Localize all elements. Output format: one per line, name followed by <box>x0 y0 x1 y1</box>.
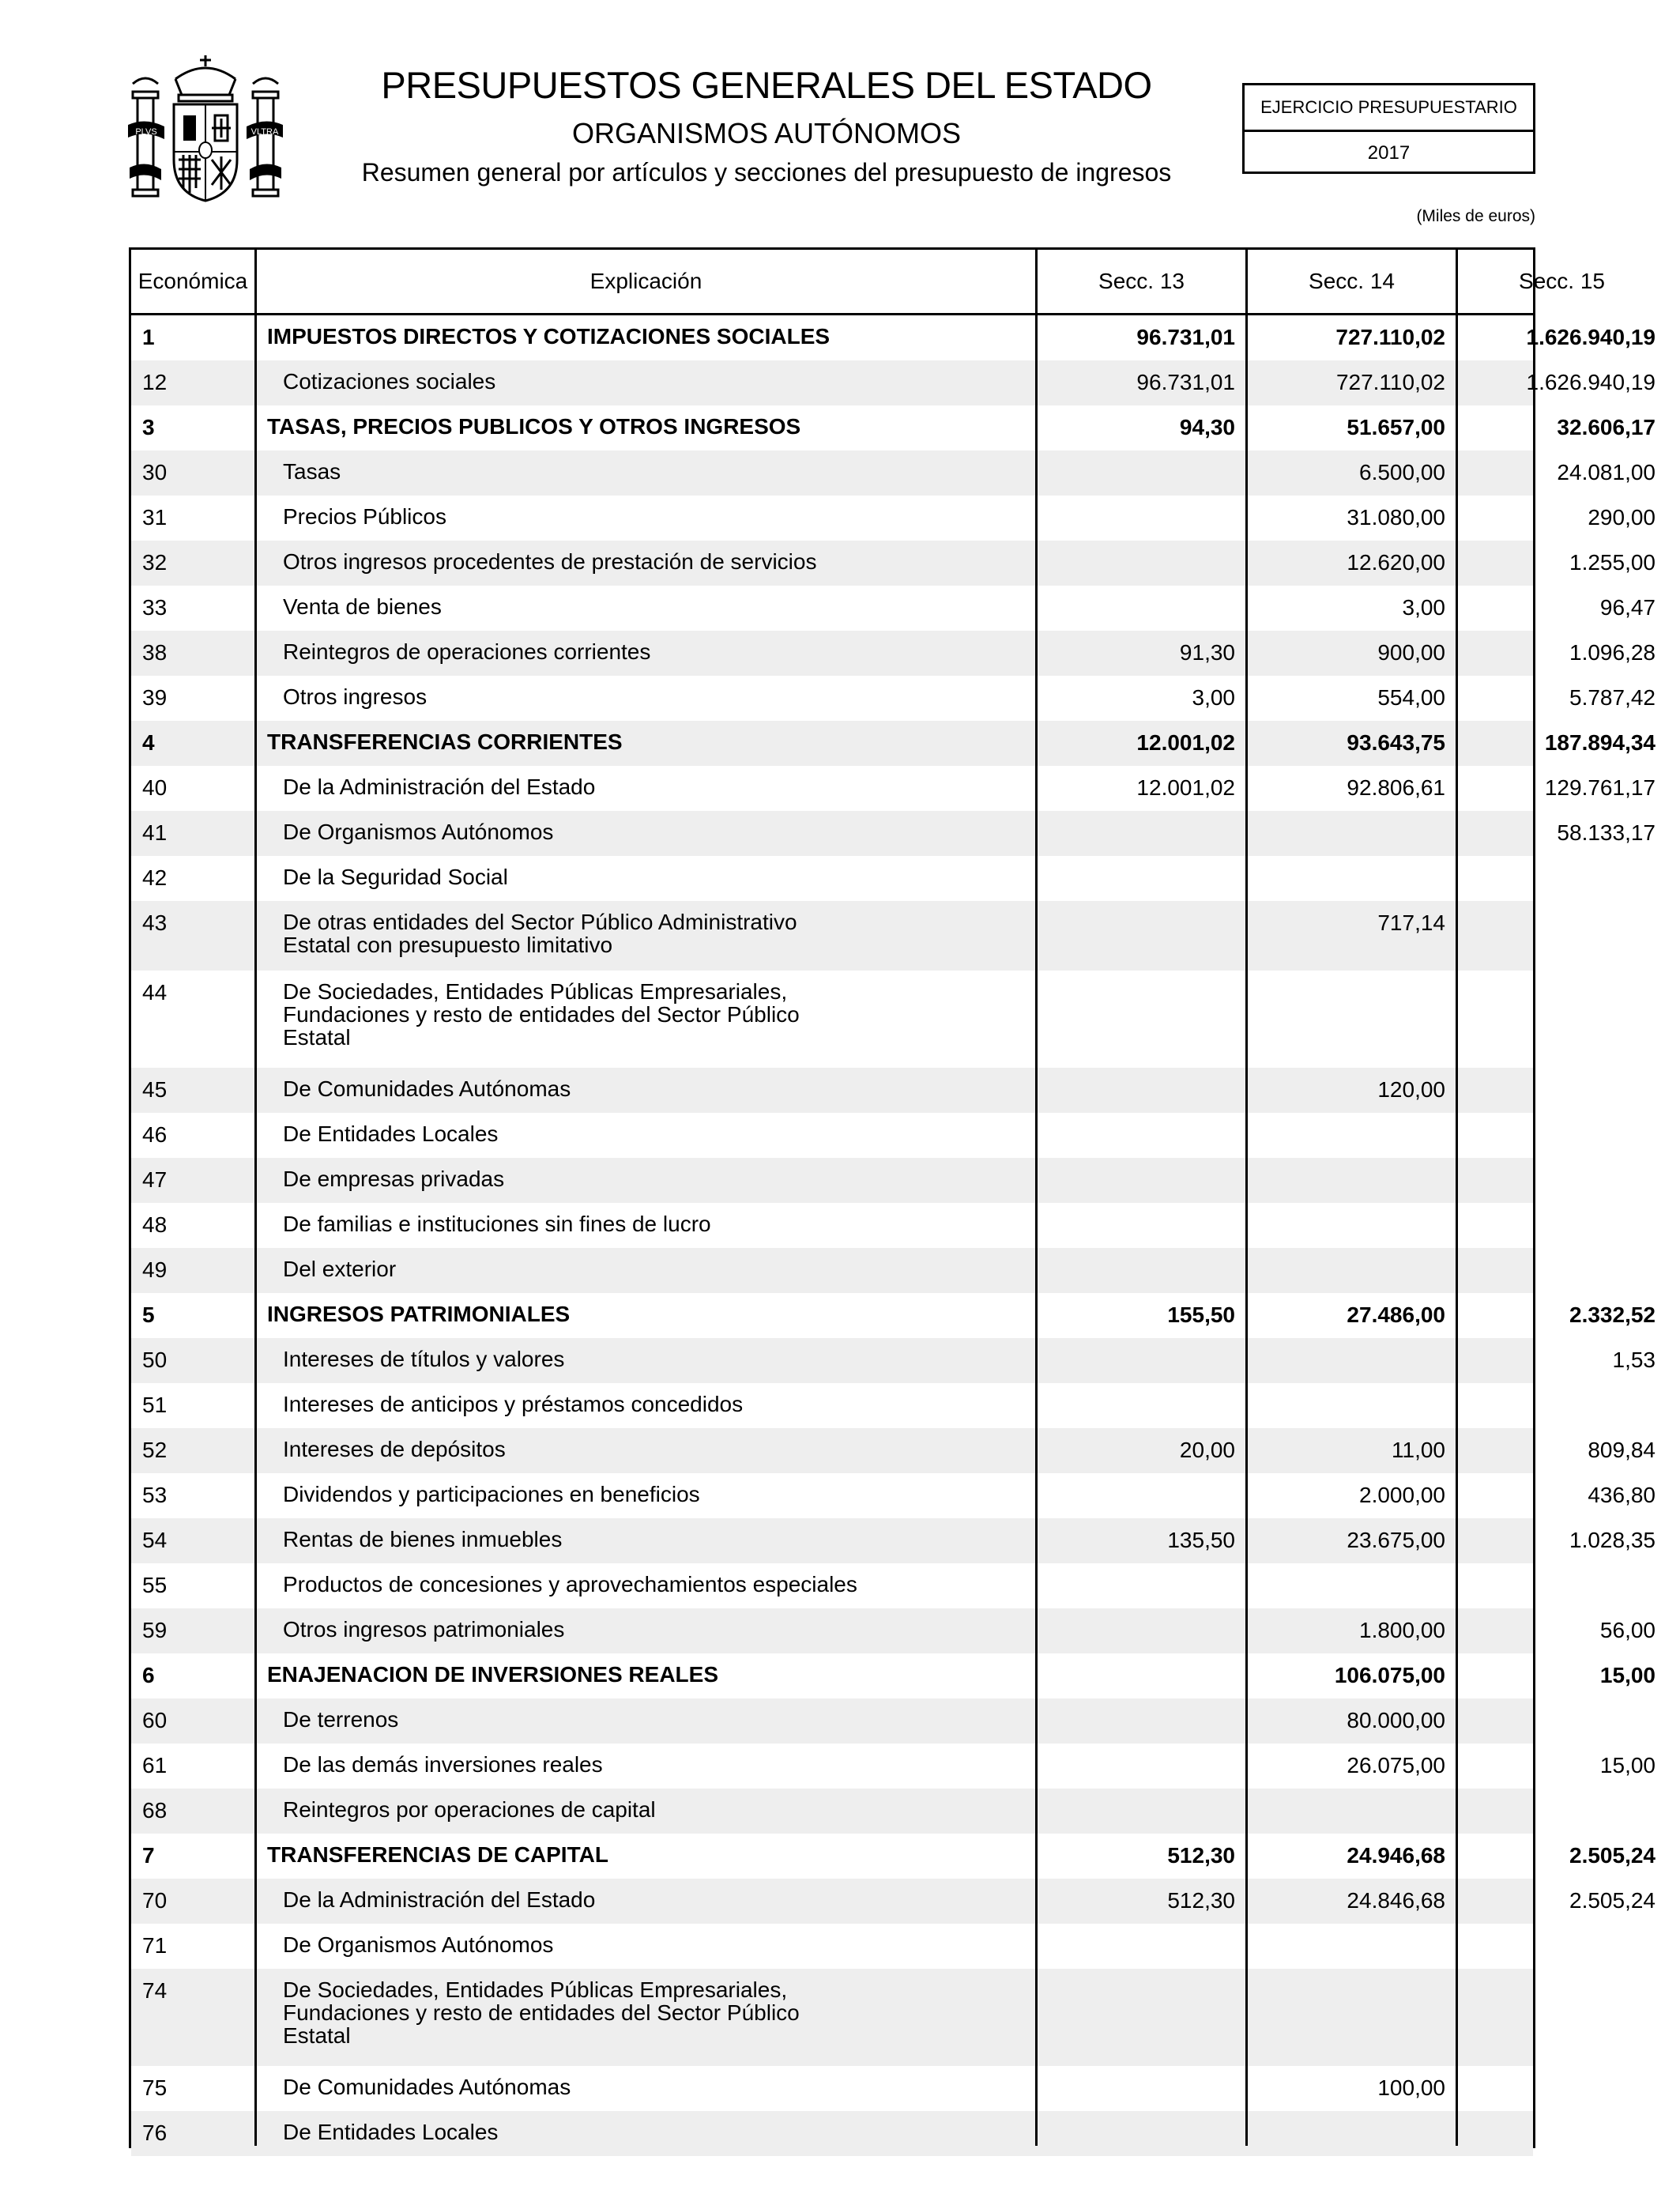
page-subtitle: ORGANISMOS AUTÓNOMOS <box>571 117 962 149</box>
secc-13-value-cell <box>1038 1744 1235 1789</box>
secc-13-value-cell <box>1038 2066 1235 2111</box>
secc-15-value-cell: 1,53 <box>1612 1348 1656 1372</box>
economic-code-cell: 40 <box>142 775 168 800</box>
secc-13-value-cell: 512,30 <box>1167 1843 1235 1868</box>
secc-14-value-cell <box>1248 1248 1445 1293</box>
secc-13-value-cell: 135,50 <box>1167 1528 1235 1552</box>
secc-15-value-cell: 24.081,00 <box>1557 460 1656 484</box>
table-row <box>131 1158 1533 1203</box>
column-header-secc-14: Secc. 14 <box>1309 269 1395 293</box>
explanation-cell: De empresas privadas <box>283 1167 505 1191</box>
economic-code-cell: 59 <box>142 1618 168 1642</box>
economic-code-cell: 48 <box>142 1212 168 1237</box>
explanation-cell: De terrenos <box>283 1707 399 1732</box>
secc-13-value-cell <box>1038 1698 1235 1744</box>
secc-15-value-cell <box>1458 2066 1656 2111</box>
column-header-economica: Económica <box>137 269 248 293</box>
economic-code-cell: 52 <box>142 1438 168 1462</box>
secc-15-value-cell <box>1458 1383 1656 1428</box>
explanation-cell: De otras entidades del Sector Público Administrativo Estatal con presupuesto limitativo <box>283 910 797 957</box>
secc-14-value-cell <box>1248 1924 1445 1969</box>
secc-13-value-cell <box>1038 1203 1235 1248</box>
secc-14-value-cell: 12.620,00 <box>1347 550 1445 575</box>
secc-15-value-cell: 96,47 <box>1599 595 1656 620</box>
economic-code-cell: 60 <box>142 1708 168 1732</box>
secc-15-value-cell: 187.894,34 <box>1544 730 1656 755</box>
explanation-cell: De las demás inversiones reales <box>283 1752 603 1777</box>
economic-code-cell: 42 <box>142 865 168 890</box>
table-row <box>131 1338 1656 1383</box>
secc-15-value-cell: 1.626.940,19 <box>1526 325 1656 349</box>
secc-13-value-cell: 20,00 <box>1179 1438 1235 1462</box>
table-row <box>131 1744 1656 1789</box>
secc-15-value-cell <box>1458 1924 1656 1969</box>
explanation-cell: TASAS, PRECIOS PUBLICOS Y OTROS INGRESOS <box>267 414 801 439</box>
explanation-cell: Venta de bienes <box>283 594 442 619</box>
table-row <box>131 721 1656 766</box>
economic-code-cell: 75 <box>142 2075 168 2100</box>
table-row <box>131 541 1656 586</box>
economic-code-cell: 70 <box>142 1888 168 1913</box>
explanation-cell: ENAJENACION DE INVERSIONES REALES <box>267 1662 718 1687</box>
economic-code-cell: 76 <box>142 2120 168 2145</box>
column-divider <box>1456 250 1458 2146</box>
explanation-cell: Otros ingresos <box>283 684 428 709</box>
secc-14-value-cell: 900,00 <box>1377 640 1445 665</box>
secc-15-value-cell: 290,00 <box>1588 505 1656 530</box>
secc-13-value-cell: 96.731,01 <box>1136 370 1235 394</box>
economic-code-cell: 7 <box>142 1843 155 1868</box>
secc-13-value-cell: 12.001,02 <box>1136 775 1235 800</box>
secc-14-value-cell: 93.643,75 <box>1347 730 1445 755</box>
table-row <box>131 676 1656 721</box>
economic-code-cell: 5 <box>142 1302 155 1327</box>
economic-code-cell: 30 <box>142 460 168 484</box>
secc-15-value-cell <box>1458 1068 1656 1113</box>
secc-14-value-cell: 23.675,00 <box>1347 1528 1445 1552</box>
secc-14-value-cell: 24.946,68 <box>1347 1843 1445 1868</box>
explanation-cell: Intereses de títulos y valores <box>283 1347 565 1371</box>
explanation-cell: Cotizaciones sociales <box>283 369 496 394</box>
table-row <box>131 901 1533 971</box>
table-row <box>131 1428 1656 1473</box>
secc-14-value-cell <box>1248 1789 1445 1834</box>
secc-13-value-cell <box>1038 1383 1235 1428</box>
budget-year-value: 2017 <box>1367 141 1411 164</box>
secc-13-value-cell: 155,50 <box>1167 1302 1235 1327</box>
secc-14-value-cell <box>1248 1338 1445 1383</box>
economic-code-cell: 68 <box>142 1798 168 1823</box>
secc-13-value-cell <box>1038 1563 1235 1608</box>
secc-13-value-cell <box>1038 450 1235 496</box>
table-row <box>131 1383 1533 1428</box>
explanation-cell: De la Administración del Estado <box>283 1887 596 1912</box>
table-row <box>131 1293 1656 1338</box>
secc-15-value-cell: 56,00 <box>1599 1618 1656 1642</box>
secc-15-value-cell <box>1458 971 1656 1068</box>
secc-14-value-cell: 26.075,00 <box>1347 1753 1445 1777</box>
economic-code-cell: 53 <box>142 1483 168 1507</box>
secc-15-value-cell <box>1458 1698 1656 1744</box>
secc-14-value-cell: 31.080,00 <box>1347 505 1445 530</box>
secc-14-value-cell: 3,00 <box>1402 595 1445 620</box>
economic-code-cell: 33 <box>142 595 168 620</box>
secc-13-value-cell <box>1038 811 1235 856</box>
economic-code-cell: 1 <box>142 325 155 349</box>
secc-13-value-cell <box>1038 1789 1235 1834</box>
secc-14-value-cell: 727.110,02 <box>1335 370 1445 394</box>
explanation-cell: INGRESOS PATRIMONIALES <box>267 1302 571 1326</box>
income-summary-table <box>129 247 1656 2148</box>
explanation-cell: De Entidades Locales <box>283 1122 499 1146</box>
explanation-cell: TRANSFERENCIAS CORRIENTES <box>267 729 623 754</box>
secc-15-value-cell <box>1458 1563 1656 1608</box>
table-row <box>131 1924 1533 1969</box>
table-row <box>131 405 1656 450</box>
table-row <box>131 1698 1533 1744</box>
secc-15-value-cell: 129.761,17 <box>1544 775 1656 800</box>
secc-14-value-cell <box>1248 2111 1445 2156</box>
table-header <box>131 250 1605 315</box>
secc-14-value-cell <box>1248 811 1445 856</box>
economic-code-cell: 38 <box>142 640 168 665</box>
economic-code-cell: 55 <box>142 1573 168 1597</box>
page-title: PRESUPUESTOS GENERALES DEL ESTADO <box>381 64 1152 106</box>
explanation-cell: Dividendos y participaciones en beneficios <box>283 1482 700 1506</box>
table-row <box>131 1563 1533 1608</box>
table-row <box>131 1789 1533 1834</box>
economic-code-cell: 4 <box>142 730 155 755</box>
economic-code-cell: 74 <box>142 1978 168 2003</box>
secc-15-value-cell <box>1458 856 1656 901</box>
economic-code-cell: 51 <box>142 1393 168 1417</box>
table-row <box>131 360 1656 405</box>
explanation-cell: Intereses de depósitos <box>283 1437 506 1461</box>
secc-14-value-cell <box>1248 1969 1445 2066</box>
economic-code-cell: 32 <box>142 550 168 575</box>
secc-15-value-cell: 1.028,35 <box>1569 1528 1656 1552</box>
explanation-cell: De Comunidades Autónomas <box>283 1076 571 1101</box>
economic-code-cell: 71 <box>142 1933 168 1958</box>
economic-code-cell: 46 <box>142 1122 168 1147</box>
secc-15-value-cell: 15,00 <box>1599 1753 1656 1777</box>
explanation-cell: De Organismos Autónomos <box>283 1932 554 1957</box>
table-row <box>131 1068 1533 1113</box>
secc-14-value-cell <box>1248 1203 1445 1248</box>
secc-14-value-cell: 6.500,00 <box>1359 460 1445 484</box>
explanation-cell: De la Administración del Estado <box>283 775 596 799</box>
secc-13-value-cell <box>1038 1653 1235 1698</box>
table-row <box>131 2111 1533 2156</box>
table-row <box>131 1834 1656 1879</box>
budget-year-box <box>1242 83 1535 174</box>
table-row <box>131 766 1656 811</box>
secc-13-value-cell: 12.001,02 <box>1136 730 1235 755</box>
column-divider <box>254 250 257 2146</box>
table-row <box>131 1653 1656 1698</box>
table-row <box>131 1473 1656 1518</box>
explanation-cell: Precios Públicos <box>283 504 446 529</box>
column-divider <box>1245 250 1248 2146</box>
secc-14-value-cell <box>1248 1383 1445 1428</box>
secc-13-value-cell <box>1038 496 1235 541</box>
secc-15-value-cell <box>1458 1248 1656 1293</box>
secc-13-value-cell: 94,30 <box>1179 415 1235 439</box>
secc-13-value-cell: 512,30 <box>1167 1888 1235 1913</box>
secc-13-value-cell <box>1038 1924 1235 1969</box>
economic-code-cell: 31 <box>142 505 168 530</box>
explanation-cell: De Comunidades Autónomas <box>283 2075 571 2099</box>
explanation-cell: Tasas <box>283 459 341 484</box>
explanation-cell: De Sociedades, Entidades Públicas Empresariales, Fundaciones y resto de entidades del Sector Público Estatal <box>283 1977 800 2048</box>
secc-15-value-cell: 2.332,52 <box>1569 1302 1656 1327</box>
coat-of-arms-emblem <box>126 49 284 207</box>
explanation-cell: De Organismos Autónomos <box>283 820 554 844</box>
explanation-cell: Reintegros de operaciones corrientes <box>283 639 651 664</box>
secc-14-value-cell <box>1248 971 1445 1068</box>
secc-15-value-cell: 58.133,17 <box>1557 820 1656 845</box>
table-row <box>131 1518 1656 1563</box>
secc-14-value-cell <box>1248 1563 1445 1608</box>
explanation-cell: Otros ingresos procedentes de prestación de servicios <box>283 549 817 574</box>
economic-code-cell: 44 <box>142 980 168 1005</box>
secc-14-value-cell <box>1248 1113 1445 1158</box>
column-header-secc-15: Secc. 15 <box>1519 269 1605 293</box>
table-row <box>131 586 1656 631</box>
budget-year-label: EJERCICIO PRESUPUESTARIO <box>1245 85 1533 132</box>
emblem-motto-left: PLVS <box>135 127 157 137</box>
economic-code-cell: 45 <box>142 1077 168 1102</box>
secc-13-value-cell <box>1038 1969 1235 2066</box>
secc-13-value-cell <box>1038 1113 1235 1158</box>
secc-15-value-cell: 1.626.940,19 <box>1526 370 1656 394</box>
column-header-secc-13: Secc. 13 <box>1098 269 1185 293</box>
secc-13-value-cell: 3,00 <box>1192 685 1235 710</box>
secc-14-value-cell: 717,14 <box>1377 910 1445 935</box>
explanation-cell: De la Seguridad Social <box>283 865 508 889</box>
secc-13-value-cell <box>1038 901 1235 971</box>
table-row <box>131 1608 1656 1653</box>
secc-14-value-cell: 24.846,68 <box>1347 1888 1445 1913</box>
table-row <box>131 811 1656 856</box>
secc-15-value-cell: 1.255,00 <box>1569 550 1656 575</box>
economic-code-cell: 12 <box>142 370 168 394</box>
economic-code-cell: 39 <box>142 685 168 710</box>
explanation-cell: TRANSFERENCIAS DE CAPITAL <box>267 1842 608 1867</box>
units-note: (Miles de euros) <box>1416 207 1535 225</box>
secc-13-value-cell <box>1038 1338 1235 1383</box>
explanation-cell: Intereses de anticipos y préstamos concedidos <box>283 1392 744 1416</box>
secc-15-value-cell <box>1458 1969 1656 2066</box>
economic-code-cell: 3 <box>142 415 155 439</box>
table-row <box>131 1203 1533 1248</box>
table-row <box>131 971 1533 1068</box>
explanation-cell: Del exterior <box>283 1257 397 1281</box>
secc-15-value-cell <box>1458 1789 1656 1834</box>
secc-13-value-cell <box>1038 541 1235 586</box>
secc-13-value-cell <box>1038 2111 1235 2156</box>
table-row <box>131 1879 1656 1924</box>
secc-15-value-cell <box>1458 1113 1656 1158</box>
table-row <box>131 2066 1533 2111</box>
economic-code-cell: 49 <box>142 1257 168 1282</box>
secc-15-value-cell: 1.096,28 <box>1569 640 1656 665</box>
secc-14-value-cell: 727.110,02 <box>1335 325 1445 349</box>
secc-13-value-cell <box>1038 1608 1235 1653</box>
explanation-cell: IMPUESTOS DIRECTOS Y COTIZACIONES SOCIALES <box>267 324 831 349</box>
table-row <box>131 1969 1533 2066</box>
secc-15-value-cell: 436,80 <box>1588 1483 1656 1507</box>
secc-14-value-cell: 27.486,00 <box>1347 1302 1445 1327</box>
explanation-cell: De familias e instituciones sin fines de lucro <box>283 1212 711 1236</box>
secc-14-value-cell: 51.657,00 <box>1347 415 1445 439</box>
secc-13-value-cell: 91,30 <box>1179 640 1235 665</box>
secc-14-value-cell: 2.000,00 <box>1359 1483 1445 1507</box>
table-row <box>131 450 1656 496</box>
secc-13-value-cell <box>1038 856 1235 901</box>
secc-15-value-cell <box>1458 901 1656 971</box>
secc-14-value-cell: 100,00 <box>1377 2075 1445 2100</box>
explanation-cell: De Entidades Locales <box>283 2120 499 2144</box>
secc-15-value-cell: 5.787,42 <box>1569 685 1656 710</box>
secc-14-value-cell: 11,00 <box>1392 1438 1445 1462</box>
economic-code-cell: 41 <box>142 820 168 845</box>
secc-15-value-cell <box>1458 1203 1656 1248</box>
secc-14-value-cell: 554,00 <box>1377 685 1445 710</box>
secc-15-value-cell: 15,00 <box>1599 1663 1656 1687</box>
explanation-cell: Reintegros por operaciones de capital <box>283 1797 656 1822</box>
table-row <box>131 1248 1533 1293</box>
explanation-cell: Productos de concesiones y aprovechamientos especiales <box>283 1572 857 1596</box>
economic-code-cell: 47 <box>142 1167 168 1192</box>
table-row <box>131 315 1656 360</box>
secc-14-value-cell <box>1248 1158 1445 1203</box>
secc-14-value-cell: 106.075,00 <box>1334 1663 1445 1687</box>
secc-13-value-cell <box>1038 971 1235 1068</box>
table-row <box>131 1113 1533 1158</box>
secc-14-value-cell: 1.800,00 <box>1359 1618 1445 1642</box>
secc-14-value-cell: 80.000,00 <box>1347 1708 1445 1732</box>
secc-15-value-cell <box>1458 2111 1656 2156</box>
secc-14-value-cell <box>1248 856 1445 901</box>
economic-code-cell: 43 <box>142 910 168 935</box>
secc-15-value-cell: 2.505,24 <box>1569 1843 1656 1868</box>
column-divider <box>1035 250 1038 2146</box>
secc-15-value-cell: 809,84 <box>1588 1438 1656 1462</box>
table-row <box>131 631 1656 676</box>
economic-code-cell: 54 <box>142 1528 168 1552</box>
secc-15-value-cell: 32.606,17 <box>1557 415 1656 439</box>
explanation-cell: Otros ingresos patrimoniales <box>283 1617 565 1642</box>
emblem-motto-right: VLTRA <box>250 127 279 137</box>
page-description: Resumen general por artículos y secciones del presupuesto de ingresos <box>361 158 1172 187</box>
table-row <box>131 856 1533 901</box>
explanation-cell: De Sociedades, Entidades Públicas Empresariales, Fundaciones y resto de entidades del Sector Público Estatal <box>283 979 800 1050</box>
column-header-explicacion: Explicación <box>590 269 703 293</box>
secc-13-value-cell: 96.731,01 <box>1136 325 1235 349</box>
secc-13-value-cell <box>1038 1158 1235 1203</box>
economic-code-cell: 61 <box>142 1753 168 1777</box>
economic-code-cell: 6 <box>142 1663 155 1687</box>
secc-14-value-cell: 120,00 <box>1377 1077 1445 1102</box>
table-row <box>131 496 1656 541</box>
secc-13-value-cell <box>1038 1068 1235 1113</box>
secc-13-value-cell <box>1038 1248 1235 1293</box>
secc-13-value-cell <box>1038 1473 1235 1518</box>
secc-15-value-cell <box>1458 1158 1656 1203</box>
secc-14-value-cell: 92.806,61 <box>1347 775 1445 800</box>
secc-13-value-cell <box>1038 586 1235 631</box>
economic-code-cell: 50 <box>142 1348 168 1372</box>
explanation-cell: Rentas de bienes inmuebles <box>283 1527 563 1551</box>
secc-15-value-cell: 2.505,24 <box>1569 1888 1656 1913</box>
